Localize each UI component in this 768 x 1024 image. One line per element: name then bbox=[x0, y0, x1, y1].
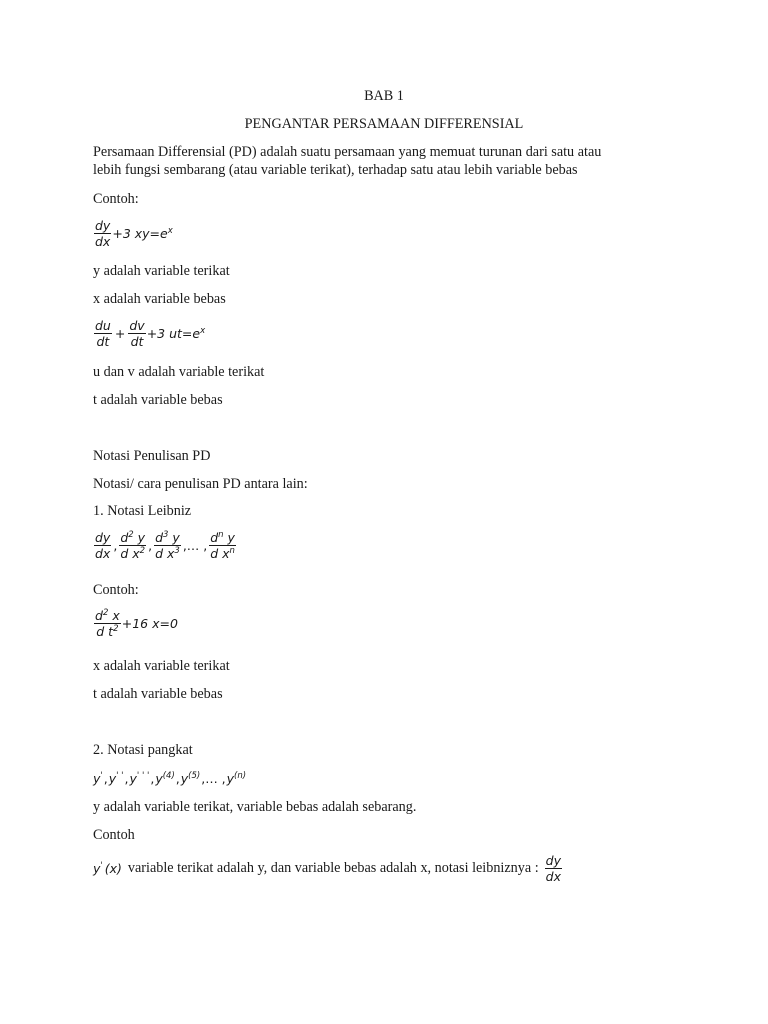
leibniz-example-equation: $\frac{d^2 x}{d t^2}$ +16 x=0 bbox=[95, 607, 178, 639]
leibniz-notation-list: $\frac{dy}{dx}$ , $\frac{d^2 y}{d x^2}$ , $\frac{d^3 y}{d x^3}$ ,… , $\frac{d^n y}{d x^n}$ bbox=[95, 529, 235, 561]
dependent-variable-1: y adalah variable terikat bbox=[93, 263, 230, 279]
intro-line-2: lebih fungsi sembarang (atau variable terikat), terhadap satu atau lebih variable bebas bbox=[93, 162, 578, 178]
fraction-dv-dt: $\frac{dv}{dt}$ bbox=[129, 318, 145, 349]
equation-2: $\frac{du}{dt}$ + $\frac{dv}{dt}$ +3 $ut=e^x$ bbox=[95, 318, 206, 349]
fraction-dy-dx: $\frac{dy}{dx}$ bbox=[95, 218, 111, 249]
fraction-dy-dx-final: $\frac{dy}{dx}$ bbox=[545, 853, 561, 884]
pangkat-heading: 2. Notasi pangkat bbox=[93, 742, 193, 758]
pangkat-example-label: Contoh bbox=[93, 827, 135, 843]
independent-variable-2: t adalah variable bebas bbox=[93, 392, 223, 408]
equation-1 bbox=[93, 218, 173, 249]
fraction-du-dt: $\frac{du}{dt}$ bbox=[95, 318, 111, 349]
chapter-label: BAB 1 bbox=[364, 88, 404, 104]
section-title-notation: Notasi Penulisan PD bbox=[93, 448, 211, 464]
leibniz-heading: 1. Notasi Leibniz bbox=[93, 503, 192, 519]
equation-2-rest: +3 $ut=e^x$ bbox=[146, 325, 206, 341]
equation-1-rest: +3 $xy=e^x$ bbox=[112, 225, 173, 241]
dependent-variable-2: u dan v adalah variable terikat bbox=[93, 364, 265, 380]
independent-variable-1: x adalah variable bebas bbox=[93, 291, 226, 307]
section-subtitle-notation: Notasi/ cara penulisan PD antara lain: bbox=[93, 476, 308, 492]
pangkat-notation-list: y' , y' ' , y' ' ' , $y^{(4)}$ , $y^{(5)}$ ,… , $y^{(n)}$ bbox=[93, 770, 247, 786]
pangkat-description: y adalah variable terikat, variable bebas adalah sebarang. bbox=[93, 799, 417, 815]
leibniz-dependent-variable: x adalah variable terikat bbox=[93, 658, 230, 674]
leibniz-independent-variable: t adalah variable bebas bbox=[93, 686, 223, 702]
intro-line-1: Persamaan Differensial (PD) adalah suatu persamaan yang memuat turunan dari satu atau bbox=[93, 144, 602, 160]
pangkat-example-line: y' (x) variable terikat adalah y, dan variable bebas adalah x, notasi leibniznya : $\frac{dy}{dx}$ bbox=[93, 853, 561, 884]
leibniz-example-label: Contoh: bbox=[93, 582, 139, 598]
example-label: Contoh: bbox=[93, 191, 139, 207]
chapter-title: PENGANTAR PERSAMAAN DIFFERENSIAL bbox=[244, 116, 524, 132]
